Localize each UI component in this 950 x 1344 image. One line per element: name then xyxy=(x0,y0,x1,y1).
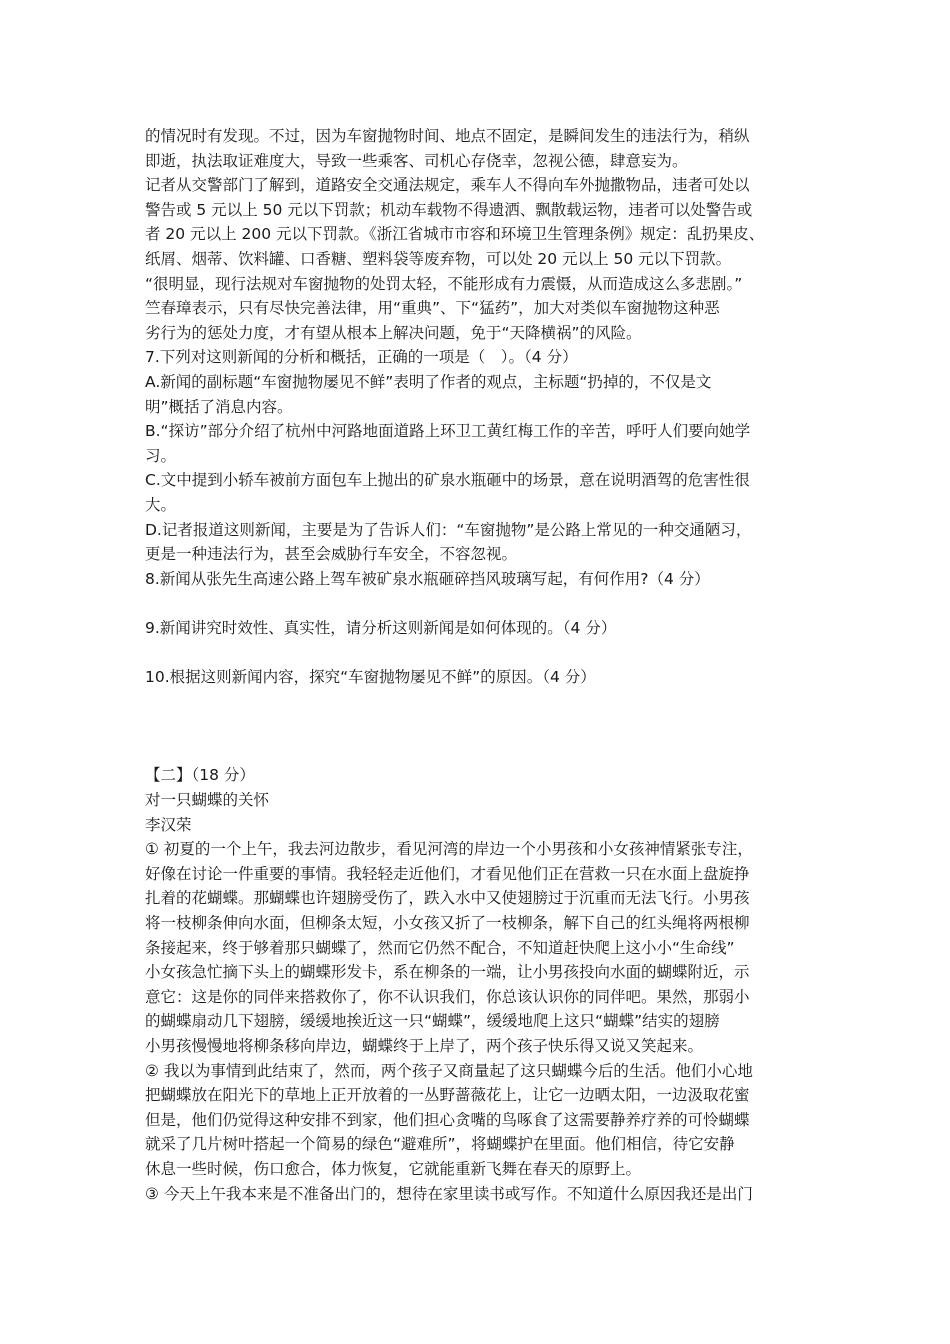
essay-line: 扎着的花蝴蝶。那蝴蝶也许翅膀受伤了，跌入水中又使翅膀过于沉重而无法飞行。小男孩 xyxy=(145,889,750,908)
essay-line: 条接起来，终于够着那只蝴蝶了，然而它仍然不配合，不知道赶快爬上这小小“生命线” xyxy=(145,938,735,957)
article-line: 者 20 元以上 200 元以下罚款。《浙江省城市市容和环境卫生管理条例》规定：乱扔果皮、 xyxy=(145,225,765,244)
answer-space xyxy=(145,591,825,616)
question-10: 10.根据这则新闻内容，探究“车窗抛物屡见不鲜”的原因。（4 分） xyxy=(145,668,596,687)
question-7-option-c: C.文中提到小轿车被前方面包车上抛出的矿泉水瓶砸中的场景，意在说明酒驾的危害性很 xyxy=(145,471,750,490)
article-line: 的情况时有发现。不过，因为车窗抛物时间、地点不固定，是瞬间发生的违法行为，稍纵 xyxy=(145,127,750,145)
question-7-stem: 7.下列对这则新闻的分析和概括，正确的一项是（ ）。（4 分） xyxy=(145,348,578,367)
answer-space xyxy=(145,640,825,665)
question-7-option-b-cont: 习。 xyxy=(145,446,177,465)
document-body xyxy=(145,124,825,1206)
question-7-option-d: D.记者报道这则新闻，主要是为了告诉人们：“车窗抛物”是公路上常见的一种交通陋习， xyxy=(145,520,752,539)
article-line: 警告或 5 元以上 50 元以下罚款；机动车载物不得遗洒、飘散载运物，违者可以处警告或 xyxy=(145,200,753,219)
essay-line: 将一枝柳条伸向水面，但柳条太短，小女孩又折了一枝柳条，解下自己的红头绳将两根柳 xyxy=(145,914,750,933)
article-line: 劣行为的惩处力度，才有望从根本上解决问题，免于“天降横祸”的风险。 xyxy=(145,323,642,342)
essay-line: 小女孩急忙摘下头上的蝴蝶形发卡，系在柳条的一端，让小男孩投向水面的蝴蝶附近，示 xyxy=(145,963,750,982)
essay-title: 对一只蝴蝶的关怀 xyxy=(145,791,270,810)
question-7-option-a: A.新闻的副标题“车窗抛物屡见不鲜”表明了作者的观点，主标题“扔掉的，不仅是文 xyxy=(145,372,712,391)
article-line: 即逝，执法取证难度大，导致一些乘客、司机心存侥幸，忽视公德，肆意妄为。 xyxy=(145,151,688,170)
article-line: “很明显，现行法规对车窗抛物的处罚太轻，不能形成有力震慑，从而造成这么多悲剧。” xyxy=(145,274,743,293)
essay-line: 但是，他们仍觉得这种安排不到家，他们担心贪嘴的鸟啄食了这需要静养疗养的可怜蝴蝶 xyxy=(145,1110,750,1129)
essay-line: 把蝴蝶放在阳光下的草地上正开放着的一丛野蔷薇花上，让它一边晒太阳，一边汲取花蜜 xyxy=(145,1086,750,1105)
question-9: 9.新闻讲究时效性、真实性，请分析这则新闻是如何体现的。（4 分） xyxy=(145,618,617,637)
essay-line: 意它：这是你的同伴来搭救你了，你不认识我们，你总该认识你的同伴吧。果然，那弱小 xyxy=(145,987,750,1006)
question-7-option-c-cont: 大。 xyxy=(145,495,177,514)
question-7-option-d-cont: 更是一种违法行为，甚至会威胁行车安全，不容忽视。 xyxy=(145,545,518,564)
essay-line: 就采了几片树叶搭起一个简易的绿色“避难所”，将蝴蝶护在里面。他们相信，待它安静 xyxy=(145,1135,735,1154)
article-line: 纸屑、烟蒂、饮料罐、口香糖、塑料袋等废弃物，可以处 20 元以上 50 元以下罚款。 xyxy=(145,249,732,268)
article-line: 记者从交警部门了解到，道路安全交通法规定，乘车人不得向车外抛撒物品，违者可处以 xyxy=(145,176,750,195)
article-line: 竺春璋表示，只有尽快完善法律，用“重典”、下“猛药”，加大对类似车窗抛物这种恶 xyxy=(145,299,720,318)
essay-line: 小男孩慢慢地将柳条移向岸边，蝴蝶终于上岸了，两个孩子快乐得又说又笑起来。 xyxy=(145,1036,704,1055)
essay-line: 的蝴蝶扇动几下翅膀，缓缓地挨近这一只“蝴蝶”，缓缓地爬上这只“蝴蝶”结实的翅膀 xyxy=(145,1012,720,1031)
essay-line: ② 我以为事情到此结束了，然而，两个孩子又商量起了这只蝴蝶今后的生活。他们小心地 xyxy=(145,1061,753,1080)
essay-line: ③ 今天上午我本来是不准备出门的，想待在家里读书或写作。不知道什么原因我还是出门 xyxy=(145,1184,753,1203)
question-7-option-b: B.“探访”部分介绍了杭州中河路地面道路上环卫工黄红梅工作的辛苦，呼吁人们要向她学 xyxy=(145,422,751,441)
essay-line: 好像在讨论一件重要的事情。我轻轻走近他们，才看见他们正在营救一只在水面上盘旋挣 xyxy=(145,864,750,883)
question-7-option-a-cont: 明”概括了消息内容。 xyxy=(145,397,293,416)
essay-line: 休息一些时候，伤口愈合，体力恢复，它就能重新飞舞在春天的原野上。 xyxy=(145,1159,642,1178)
section-header: 【二】（18 分） xyxy=(145,766,255,785)
essay-author: 李汉荣 xyxy=(145,815,192,834)
question-8: 8.新闻从张先生高速公路上驾车被矿泉水瓶砸碎挡风玻璃写起，有何作用?（4 分） xyxy=(145,569,710,588)
essay-line: ① 初夏的一个上午，我去河边散步，看见河湾的岸边一个小男孩和小女孩神情紧张专注， xyxy=(145,840,753,859)
answer-space xyxy=(145,690,825,764)
